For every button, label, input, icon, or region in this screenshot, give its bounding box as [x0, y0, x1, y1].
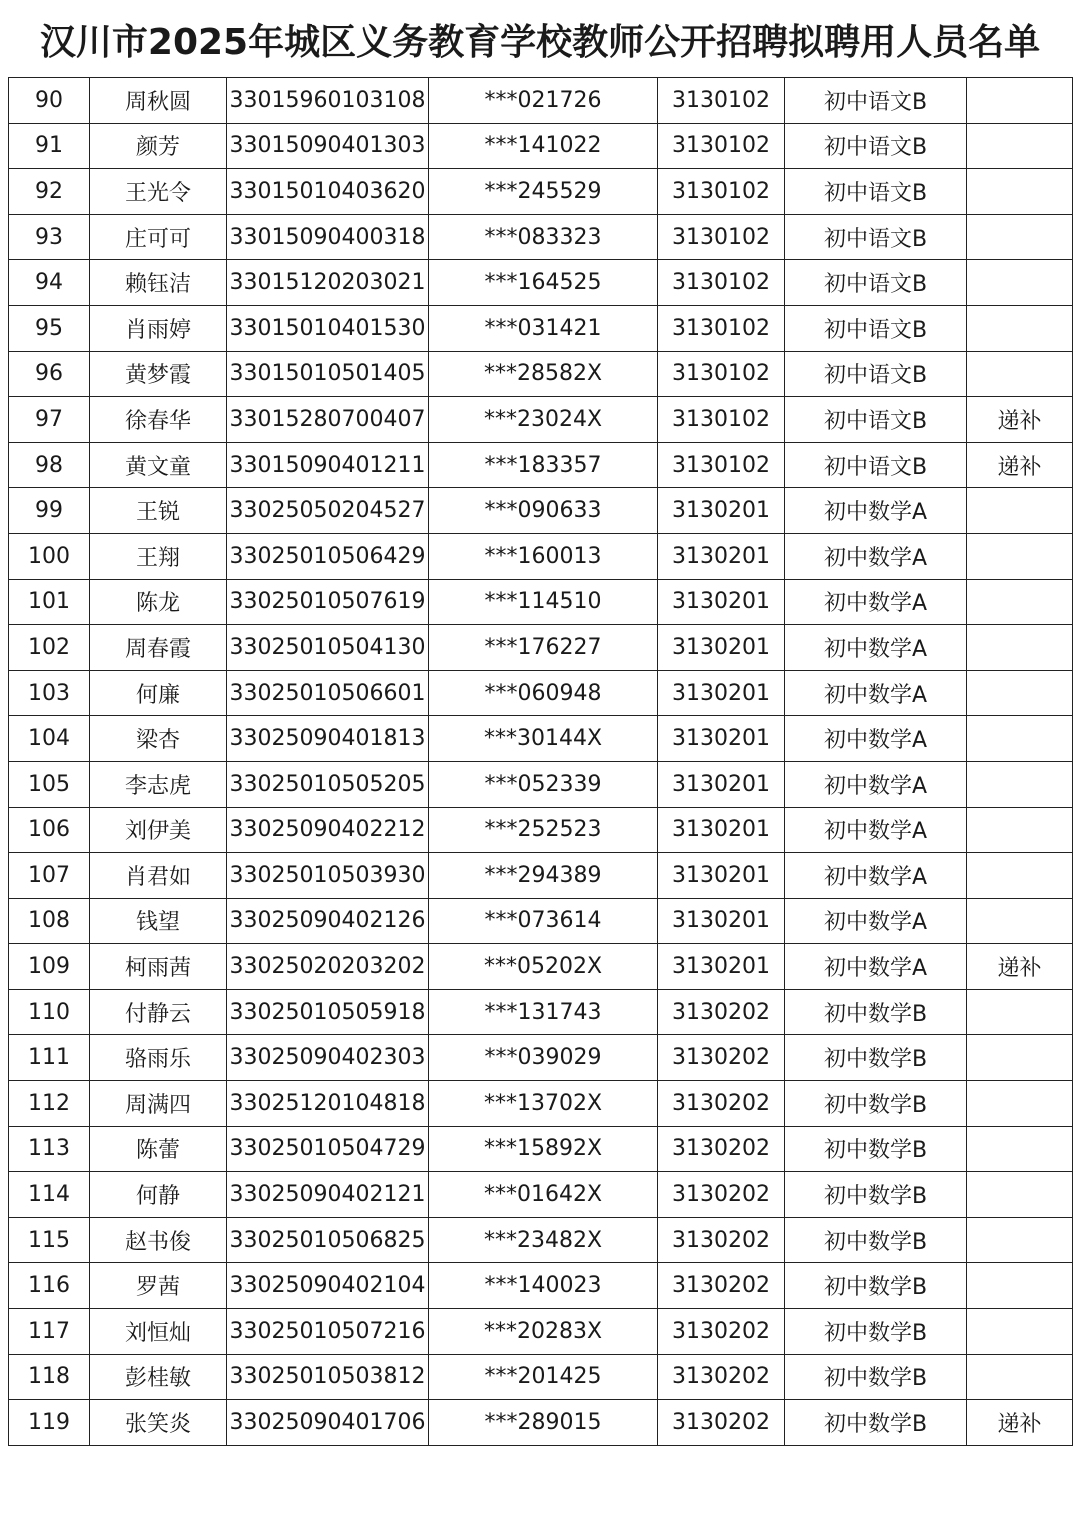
post-code-cell: 3130201 [658, 944, 785, 990]
exam-number-cell: 33025050204527 [227, 488, 429, 534]
id-number-cell: ***090633 [429, 488, 658, 534]
note-cell [967, 807, 1073, 853]
name-cell: 刘恒灿 [90, 1309, 227, 1355]
subject-cell: 初中数学B [785, 1081, 967, 1127]
row-number-cell: 100 [9, 533, 90, 579]
name-cell: 王锐 [90, 488, 227, 534]
row-number-cell: 112 [9, 1081, 90, 1127]
exam-number-cell: 33015960103108 [227, 78, 429, 124]
table-row [9, 625, 1073, 671]
post-code-cell: 3130202 [658, 1354, 785, 1400]
id-number-cell: ***294389 [429, 853, 658, 899]
name-cell: 王光令 [90, 169, 227, 215]
table-row [9, 716, 1073, 762]
note-cell [967, 533, 1073, 579]
note-cell [967, 488, 1073, 534]
id-number-cell: ***140023 [429, 1263, 658, 1309]
note-cell [967, 1217, 1073, 1263]
exam-number-cell: 33025090402104 [227, 1263, 429, 1309]
post-code-cell: 3130202 [658, 989, 785, 1035]
name-cell: 李志虎 [90, 761, 227, 807]
id-number-cell: ***245529 [429, 169, 658, 215]
post-code-cell: 3130201 [658, 625, 785, 671]
table-row [9, 853, 1073, 899]
subject-cell: 初中数学A [785, 716, 967, 762]
post-code-cell: 3130202 [658, 1217, 785, 1263]
name-cell: 彭桂敏 [90, 1354, 227, 1400]
id-number-cell: ***15892X [429, 1126, 658, 1172]
id-number-cell: ***073614 [429, 898, 658, 944]
note-cell [967, 260, 1073, 306]
table-row [9, 1309, 1073, 1355]
exam-number-cell: 33025010507216 [227, 1309, 429, 1355]
note-cell [967, 214, 1073, 260]
row-number-cell: 92 [9, 169, 90, 215]
note-cell [967, 853, 1073, 899]
exam-number-cell: 33025010507619 [227, 579, 429, 625]
subject-cell: 初中数学A [785, 488, 967, 534]
table-row [9, 1172, 1073, 1218]
subject-cell: 初中语文B [785, 123, 967, 169]
note-cell [967, 1126, 1073, 1172]
table-row [9, 944, 1073, 990]
table-row [9, 989, 1073, 1035]
name-cell: 何廉 [90, 670, 227, 716]
id-number-cell: ***23482X [429, 1217, 658, 1263]
exam-number-cell: 33025010506429 [227, 533, 429, 579]
row-number-cell: 107 [9, 853, 90, 899]
exam-number-cell: 33025010504729 [227, 1126, 429, 1172]
name-cell: 庄可可 [90, 214, 227, 260]
id-number-cell: ***01642X [429, 1172, 658, 1218]
row-number-cell: 91 [9, 123, 90, 169]
table-row [9, 1400, 1073, 1446]
table-row [9, 442, 1073, 488]
id-number-cell: ***252523 [429, 807, 658, 853]
subject-cell: 初中语文B [785, 351, 967, 397]
id-number-cell: ***164525 [429, 260, 658, 306]
table-row [9, 670, 1073, 716]
row-number-cell: 101 [9, 579, 90, 625]
post-code-cell: 3130201 [658, 533, 785, 579]
exam-number-cell: 33015010403620 [227, 169, 429, 215]
row-number-cell: 116 [9, 1263, 90, 1309]
subject-cell: 初中数学A [785, 853, 967, 899]
id-number-cell: ***039029 [429, 1035, 658, 1081]
table-row [9, 1217, 1073, 1263]
table-row [9, 807, 1073, 853]
note-cell: 递补 [967, 1400, 1073, 1446]
subject-cell: 初中数学A [785, 533, 967, 579]
subject-cell: 初中语文B [785, 78, 967, 124]
table-row [9, 1081, 1073, 1127]
post-code-cell: 3130202 [658, 1309, 785, 1355]
name-cell: 徐春华 [90, 397, 227, 443]
post-code-cell: 3130202 [658, 1263, 785, 1309]
table-row [9, 214, 1073, 260]
subject-cell: 初中数学B [785, 1354, 967, 1400]
exam-number-cell: 33025090402121 [227, 1172, 429, 1218]
subject-cell: 初中数学B [785, 1172, 967, 1218]
exam-number-cell: 33025010504130 [227, 625, 429, 671]
table-row [9, 260, 1073, 306]
note-cell: 递补 [967, 397, 1073, 443]
subject-cell: 初中数学B [785, 1035, 967, 1081]
exam-number-cell: 33015280700407 [227, 397, 429, 443]
id-number-cell: ***183357 [429, 442, 658, 488]
note-cell [967, 1263, 1073, 1309]
row-number-cell: 97 [9, 397, 90, 443]
exam-number-cell: 33025010503812 [227, 1354, 429, 1400]
name-cell: 赵书俊 [90, 1217, 227, 1263]
exam-number-cell: 33025120104818 [227, 1081, 429, 1127]
name-cell: 肖雨婷 [90, 305, 227, 351]
subject-cell: 初中数学B [785, 989, 967, 1035]
note-cell: 递补 [967, 944, 1073, 990]
id-number-cell: ***160013 [429, 533, 658, 579]
post-code-cell: 3130202 [658, 1081, 785, 1127]
row-number-cell: 99 [9, 488, 90, 534]
subject-cell: 初中数学A [785, 579, 967, 625]
subject-cell: 初中数学A [785, 898, 967, 944]
row-number-cell: 105 [9, 761, 90, 807]
row-number-cell: 113 [9, 1126, 90, 1172]
note-cell: 递补 [967, 442, 1073, 488]
row-number-cell: 93 [9, 214, 90, 260]
post-code-cell: 3130102 [658, 442, 785, 488]
name-cell: 肖君如 [90, 853, 227, 899]
subject-cell: 初中数学B [785, 1400, 967, 1446]
post-code-cell: 3130102 [658, 169, 785, 215]
table-row [9, 898, 1073, 944]
exam-number-cell: 33015010501405 [227, 351, 429, 397]
name-cell: 何静 [90, 1172, 227, 1218]
note-cell [967, 898, 1073, 944]
name-cell: 张笑炎 [90, 1400, 227, 1446]
subject-cell: 初中语文B [785, 260, 967, 306]
note-cell [967, 1309, 1073, 1355]
row-number-cell: 114 [9, 1172, 90, 1218]
id-number-cell: ***20283X [429, 1309, 658, 1355]
post-code-cell: 3130201 [658, 716, 785, 762]
row-number-cell: 94 [9, 260, 90, 306]
name-cell: 陈蕾 [90, 1126, 227, 1172]
name-cell: 刘伊美 [90, 807, 227, 853]
post-code-cell: 3130102 [658, 351, 785, 397]
post-code-cell: 3130102 [658, 260, 785, 306]
name-cell: 梁杏 [90, 716, 227, 762]
name-cell: 罗茜 [90, 1263, 227, 1309]
table-row [9, 78, 1073, 124]
note-cell [967, 716, 1073, 762]
exam-number-cell: 33025090402303 [227, 1035, 429, 1081]
post-code-cell: 3130102 [658, 123, 785, 169]
exam-number-cell: 33015090401303 [227, 123, 429, 169]
post-code-cell: 3130102 [658, 214, 785, 260]
row-number-cell: 104 [9, 716, 90, 762]
exam-number-cell: 33025090402126 [227, 898, 429, 944]
id-number-cell: ***131743 [429, 989, 658, 1035]
name-cell: 柯雨茜 [90, 944, 227, 990]
id-number-cell: ***05202X [429, 944, 658, 990]
note-cell [967, 1035, 1073, 1081]
id-number-cell: ***052339 [429, 761, 658, 807]
id-number-cell: ***176227 [429, 625, 658, 671]
row-number-cell: 115 [9, 1217, 90, 1263]
post-code-cell: 3130202 [658, 1126, 785, 1172]
subject-cell: 初中数学B [785, 1263, 967, 1309]
page-title: 汉川市2025年城区义务教育学校教师公开招聘拟聘用人员名单 [39, 22, 1041, 63]
table-row [9, 1126, 1073, 1172]
row-number-cell: 95 [9, 305, 90, 351]
subject-cell: 初中数学A [785, 807, 967, 853]
exam-number-cell: 33015090400318 [227, 214, 429, 260]
subject-cell: 初中语文B [785, 169, 967, 215]
post-code-cell: 3130102 [658, 78, 785, 124]
table-row [9, 351, 1073, 397]
row-number-cell: 118 [9, 1354, 90, 1400]
roster-body [9, 78, 1073, 1446]
post-code-cell: 3130201 [658, 853, 785, 899]
post-code-cell: 3130202 [658, 1172, 785, 1218]
post-code-cell: 3130201 [658, 807, 785, 853]
subject-cell: 初中语文B [785, 442, 967, 488]
id-number-cell: ***201425 [429, 1354, 658, 1400]
row-number-cell: 117 [9, 1309, 90, 1355]
subject-cell: 初中数学A [785, 670, 967, 716]
exam-number-cell: 33025090402212 [227, 807, 429, 853]
exam-number-cell: 33015010401530 [227, 305, 429, 351]
table-row [9, 1354, 1073, 1400]
table-row [9, 533, 1073, 579]
name-cell: 骆雨乐 [90, 1035, 227, 1081]
subject-cell: 初中数学A [785, 625, 967, 671]
name-cell: 赖钰洁 [90, 260, 227, 306]
row-number-cell: 90 [9, 78, 90, 124]
name-cell: 黄梦霞 [90, 351, 227, 397]
note-cell [967, 625, 1073, 671]
row-number-cell: 96 [9, 351, 90, 397]
id-number-cell: ***114510 [429, 579, 658, 625]
subject-cell: 初中数学B [785, 1309, 967, 1355]
note-cell [967, 78, 1073, 124]
name-cell: 颜芳 [90, 123, 227, 169]
post-code-cell: 3130201 [658, 670, 785, 716]
name-cell: 陈龙 [90, 579, 227, 625]
name-cell: 周满四 [90, 1081, 227, 1127]
subject-cell: 初中数学B [785, 1217, 967, 1263]
note-cell [967, 1081, 1073, 1127]
name-cell: 王翔 [90, 533, 227, 579]
table-row [9, 123, 1073, 169]
exam-number-cell: 33025010505205 [227, 761, 429, 807]
name-cell: 周秋圆 [90, 78, 227, 124]
note-cell [967, 1354, 1073, 1400]
table-row [9, 305, 1073, 351]
id-number-cell: ***289015 [429, 1400, 658, 1446]
table-row [9, 1035, 1073, 1081]
id-number-cell: ***28582X [429, 351, 658, 397]
row-number-cell: 119 [9, 1400, 90, 1446]
post-code-cell: 3130202 [658, 1035, 785, 1081]
subject-cell: 初中数学A [785, 944, 967, 990]
id-number-cell: ***083323 [429, 214, 658, 260]
id-number-cell: ***060948 [429, 670, 658, 716]
post-code-cell: 3130202 [658, 1400, 785, 1446]
id-number-cell: ***13702X [429, 1081, 658, 1127]
row-number-cell: 98 [9, 442, 90, 488]
note-cell [967, 670, 1073, 716]
roster-table [8, 77, 1073, 1446]
exam-number-cell: 33025020203202 [227, 944, 429, 990]
post-code-cell: 3130102 [658, 305, 785, 351]
post-code-cell: 3130201 [658, 761, 785, 807]
exam-number-cell: 33015090401211 [227, 442, 429, 488]
exam-number-cell: 33015120203021 [227, 260, 429, 306]
row-number-cell: 109 [9, 944, 90, 990]
exam-number-cell: 33025010506601 [227, 670, 429, 716]
exam-number-cell: 33025010505918 [227, 989, 429, 1035]
table-row [9, 169, 1073, 215]
row-number-cell: 110 [9, 989, 90, 1035]
row-number-cell: 102 [9, 625, 90, 671]
note-cell [967, 1172, 1073, 1218]
subject-cell: 初中语文B [785, 214, 967, 260]
note-cell [967, 579, 1073, 625]
subject-cell: 初中数学B [785, 1126, 967, 1172]
table-row [9, 397, 1073, 443]
table-row [9, 488, 1073, 534]
table-row [9, 579, 1073, 625]
exam-number-cell: 33025010506825 [227, 1217, 429, 1263]
note-cell [967, 989, 1073, 1035]
name-cell: 钱望 [90, 898, 227, 944]
name-cell: 黄文童 [90, 442, 227, 488]
exam-number-cell: 33025090401706 [227, 1400, 429, 1446]
note-cell [967, 123, 1073, 169]
table-row [9, 761, 1073, 807]
name-cell: 付静云 [90, 989, 227, 1035]
exam-number-cell: 33025010503930 [227, 853, 429, 899]
row-number-cell: 103 [9, 670, 90, 716]
row-number-cell: 108 [9, 898, 90, 944]
id-number-cell: ***30144X [429, 716, 658, 762]
subject-cell: 初中语文B [785, 397, 967, 443]
note-cell [967, 761, 1073, 807]
row-number-cell: 111 [9, 1035, 90, 1081]
note-cell [967, 169, 1073, 215]
id-number-cell: ***031421 [429, 305, 658, 351]
id-number-cell: ***141022 [429, 123, 658, 169]
exam-number-cell: 33025090401813 [227, 716, 429, 762]
post-code-cell: 3130201 [658, 898, 785, 944]
post-code-cell: 3130201 [658, 579, 785, 625]
post-code-cell: 3130102 [658, 397, 785, 443]
row-number-cell: 106 [9, 807, 90, 853]
post-code-cell: 3130201 [658, 488, 785, 534]
id-number-cell: ***021726 [429, 78, 658, 124]
note-cell [967, 351, 1073, 397]
subject-cell: 初中语文B [785, 305, 967, 351]
id-number-cell: ***23024X [429, 397, 658, 443]
table-row [9, 1263, 1073, 1309]
note-cell [967, 305, 1073, 351]
subject-cell: 初中数学A [785, 761, 967, 807]
name-cell: 周春霞 [90, 625, 227, 671]
